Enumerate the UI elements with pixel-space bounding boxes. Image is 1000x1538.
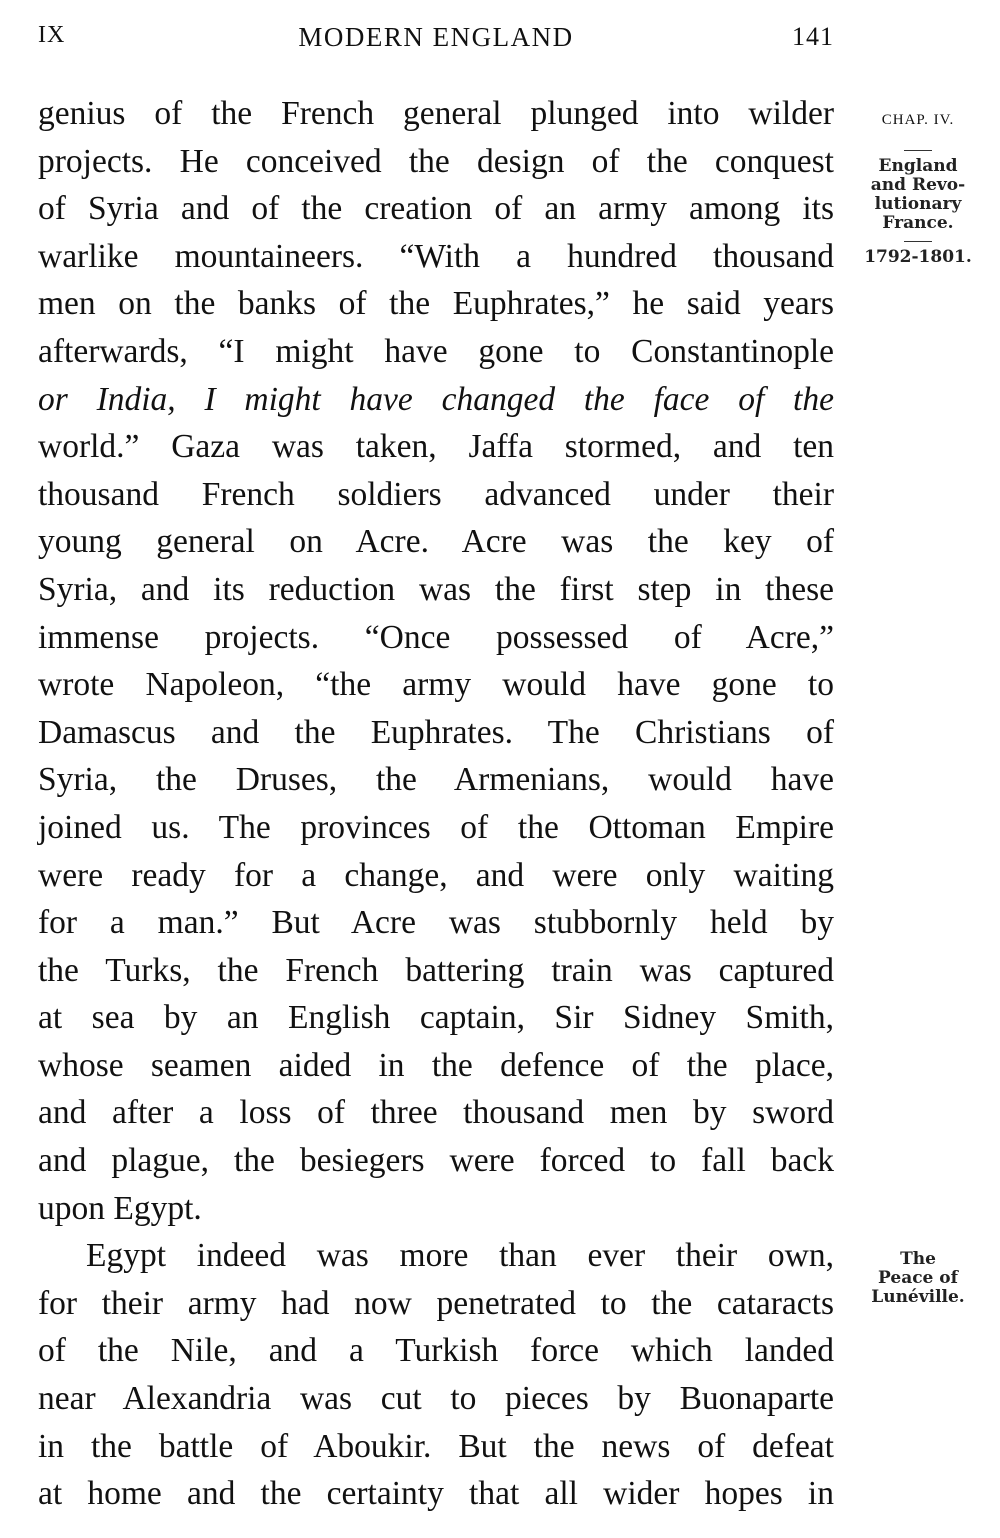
margin-chapter-label: CHAP. IV. [881,112,955,128]
text-line: young general on Acre. Acre was the key of [38,523,834,561]
text-line: near Alexandria was cut to pieces by Buonaparte [38,1380,834,1418]
body-text [38,90,834,1518]
text-line: the Turks, the French battering train was captured [38,951,834,989]
text-line: of the Nile, and a Turkish force which landed [38,1332,834,1370]
text-line: Damascus and the Euphrates. The Christians of [38,713,834,751]
text-line: of Syria and of the creation of an army among its [38,190,834,228]
text-line: or India, I might have changed the face of the [38,380,834,418]
text-line: afterwards, “I might have gone to Constantinople [38,332,834,370]
text-line: for their army had now penetrated to the cataracts [38,1284,834,1322]
text-line: and after a loss of three thousand men by sword [38,1094,834,1132]
page-number: 141 [792,22,834,51]
text-line: whose seamen aided in the defence of the place, [38,1046,834,1084]
text-line: immense projects. “Once possessed of Acre,” [38,618,834,656]
text-line: Egypt indeed was more than ever their own, [86,1237,834,1275]
text-line: upon Egypt. [38,1189,202,1227]
chapter-number: IX [38,22,66,48]
paragraph-2 [38,1232,834,1518]
text-line: men on the banks of the Euphrates,” he said years [38,285,834,323]
margin-note-line: lutionary [874,194,962,214]
margin-note-line: and Revo- [870,175,966,195]
text-line: in the battle of Aboukir. But the news of defeat [38,1427,834,1465]
text-line: joined us. The provinces of the Ottoman Empire [38,808,834,846]
margin-note-dates: 1792-1801. [864,247,972,267]
text-line: at home and the certainty that all wider hopes in [38,1475,834,1513]
text-line: warlike mountaineers. “With a hundred thousand [38,237,834,275]
text-line: genius of the French general plunged into wilder [38,95,834,132]
text-line: projects. He conceived the design of the conquest [38,142,834,180]
margin-rule [904,150,932,151]
text-line: thousand French soldiers advanced under their [38,475,834,513]
margin-note-line: Peace of [878,1268,958,1288]
running-header [38,22,834,62]
margin-note-topic [848,150,988,267]
text-line: for a man.” But Acre was stubbornly held by [38,904,834,942]
running-title: MODERN ENGLAND [298,22,574,52]
text-line: and plague, the besiegers were forced to fall back [38,1142,834,1180]
margin-note-line: The [900,1249,936,1269]
margin-note-line: Lunéville. [871,1287,965,1307]
margin-note-line: France. [882,213,954,233]
text-line: at sea by an English captain, Sir Sidney Smith, [38,999,834,1037]
margin-rule [904,241,932,242]
paragraph-1 [38,90,834,1232]
text-line: Syria, and its reduction was the first step in these [38,570,834,608]
text-line: world.” Gaza was taken, Jaffa stormed, and ten [38,428,834,466]
margin-note-line: England [878,156,958,176]
text-line: wrote Napoleon, “the army would have gone to [38,666,834,704]
margin-note-peace [848,1250,988,1307]
text-line: Syria, the Druses, the Armenians, would have [38,761,834,799]
text-line: were ready for a change, and were only waiting [38,856,834,894]
